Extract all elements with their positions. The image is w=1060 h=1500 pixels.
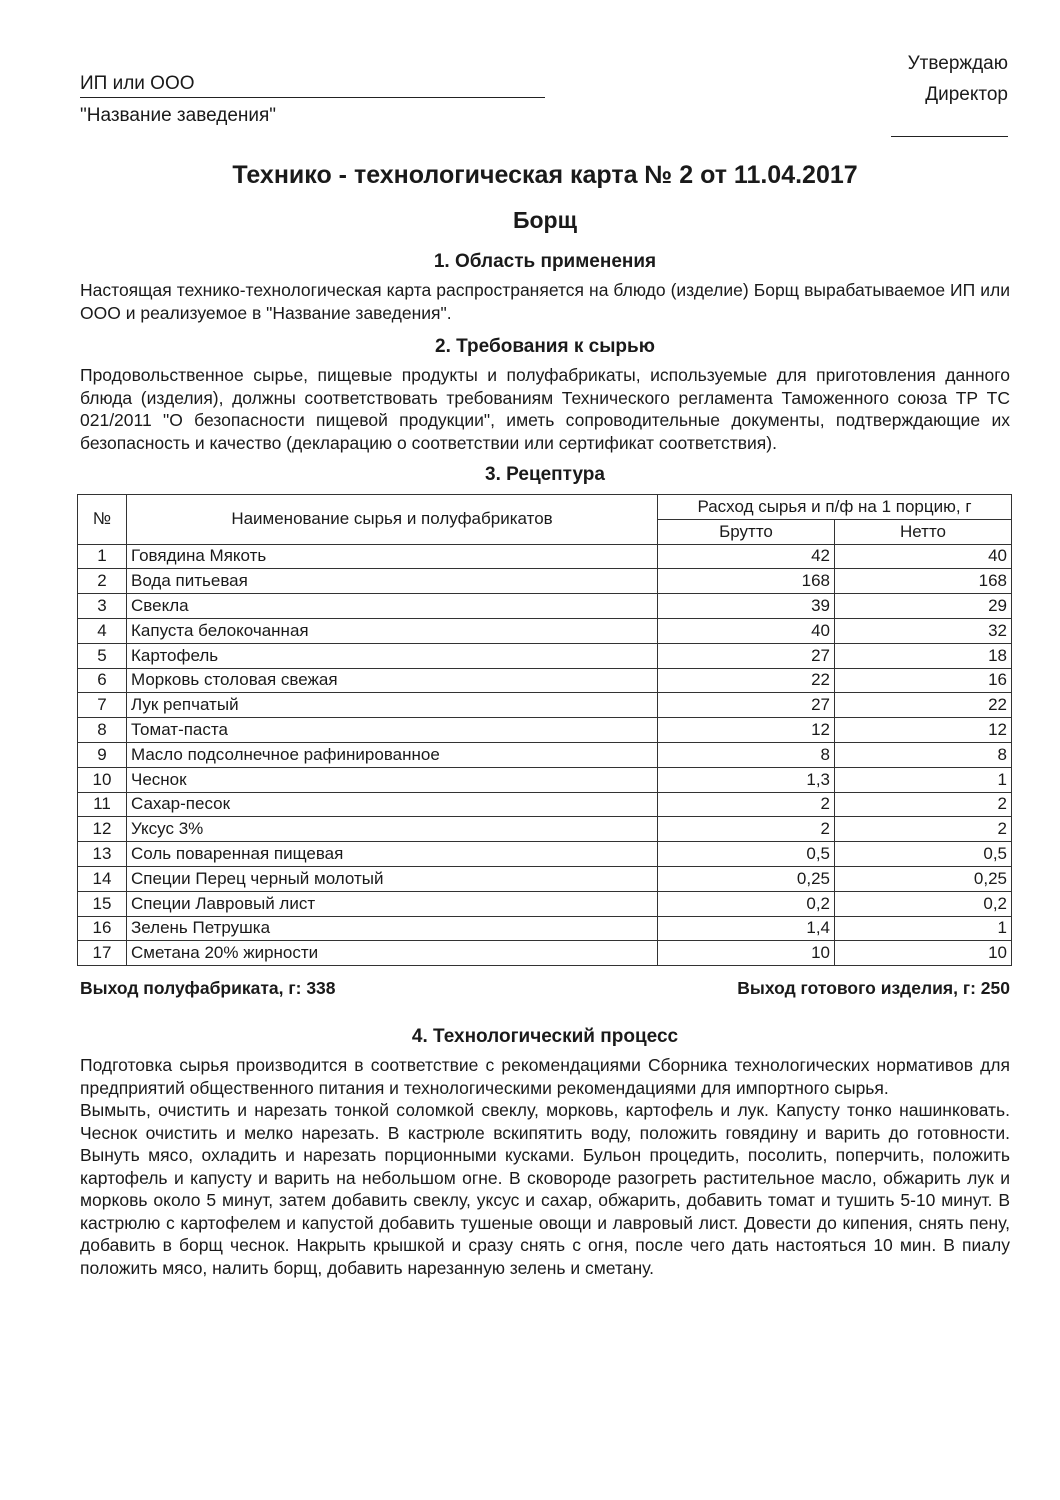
table-row	[78, 643, 1012, 668]
ingredient-name: Свекла	[127, 594, 658, 619]
row-number: 9	[78, 742, 127, 767]
row-number: 8	[78, 718, 127, 743]
table-row	[78, 618, 1012, 643]
gross-weight: 2	[658, 817, 835, 842]
row-number: 13	[78, 842, 127, 867]
section-heading: 1. Область применения	[433, 251, 657, 272]
gross-weight: 12	[658, 718, 835, 743]
row-number: 4	[78, 618, 127, 643]
approve-label: Утверждаю	[907, 53, 1008, 74]
gross-weight: 1,3	[658, 767, 835, 792]
row-number: 12	[78, 817, 127, 842]
yield-finished: Выход готового изделия, г: 250	[737, 978, 1010, 999]
ingredient-name: Лук репчатый	[127, 693, 658, 718]
ingredient-name: Томат-паста	[127, 718, 658, 743]
gross-weight: 22	[658, 668, 835, 693]
column-header-consumption: Расход сырья и п/ф на 1 порцию, г	[658, 495, 1012, 520]
gross-weight: 42	[658, 544, 835, 569]
net-weight: 1	[835, 916, 1012, 941]
gross-weight: 0,5	[658, 842, 835, 867]
row-number: 17	[78, 941, 127, 966]
document-body	[80, 155, 1010, 1279]
column-header-number: №	[78, 495, 127, 545]
table-row	[78, 668, 1012, 693]
ingredient-name: Говядина Мякоть	[127, 544, 658, 569]
ingredient-name: Соль поваренная пищевая	[127, 842, 658, 867]
ingredient-name: Вода питьевая	[127, 569, 658, 594]
yields-row	[80, 976, 1010, 1000]
row-number: 3	[78, 594, 127, 619]
table-row	[78, 693, 1012, 718]
net-weight: 168	[835, 569, 1012, 594]
net-weight: 8	[835, 742, 1012, 767]
ingredient-name: Специи Перец черный молотый	[127, 866, 658, 891]
row-number: 11	[78, 792, 127, 817]
signature-line	[891, 122, 1008, 137]
gross-weight: 27	[658, 643, 835, 668]
ingredient-name: Чеснок	[127, 767, 658, 792]
document-title: Технико - технологическая карта № 2 от 11.04.2017	[232, 161, 858, 189]
recipe-table	[77, 494, 1012, 966]
ingredient-name: Специи Лавровый лист	[127, 891, 658, 916]
table-row	[78, 817, 1012, 842]
row-number: 6	[78, 668, 127, 693]
gross-weight: 40	[658, 618, 835, 643]
net-weight: 10	[835, 941, 1012, 966]
net-weight: 0,25	[835, 866, 1012, 891]
row-number: 2	[78, 569, 127, 594]
director-label: Директор	[925, 84, 1008, 105]
table-row	[78, 569, 1012, 594]
row-number: 15	[78, 891, 127, 916]
ingredient-name: Сахар-песок	[127, 792, 658, 817]
table-row	[78, 941, 1012, 966]
process-text-preparation: Подготовка сырья производится в соответствие с рекомендациями Сборника технологических нормативов для предприятий общественного питания и технологическими рекомендациями для импортного сырья.	[80, 1055, 1010, 1098]
gross-weight: 10	[658, 941, 835, 966]
column-header-net: Нетто	[835, 519, 1012, 544]
table-row	[78, 866, 1012, 891]
net-weight: 32	[835, 618, 1012, 643]
table-row	[78, 916, 1012, 941]
section-recipe	[80, 462, 1010, 1000]
row-number: 7	[78, 693, 127, 718]
gross-weight: 168	[658, 569, 835, 594]
row-number: 10	[78, 767, 127, 792]
gross-weight: 39	[658, 594, 835, 619]
ingredient-name: Морковь столовая свежая	[127, 668, 658, 693]
ingredient-name: Масло подсолнечное рафинированное	[127, 742, 658, 767]
row-number: 5	[78, 643, 127, 668]
approval-block	[808, 48, 1008, 137]
column-header-gross: Брутто	[658, 519, 835, 544]
gross-weight: 1,4	[658, 916, 835, 941]
net-weight: 2	[835, 817, 1012, 842]
gross-weight: 0,25	[658, 866, 835, 891]
net-weight: 18	[835, 643, 1012, 668]
section-scope	[80, 249, 1010, 324]
column-header-name: Наименование сырья и полуфабрикатов	[127, 495, 658, 545]
recipe-table-body	[78, 544, 1012, 966]
organization-name: ИП или ООО	[80, 70, 545, 98]
section-requirements	[80, 334, 1010, 454]
table-row	[78, 767, 1012, 792]
row-number: 16	[78, 916, 127, 941]
net-weight: 0,2	[835, 891, 1012, 916]
gross-weight: 2	[658, 792, 835, 817]
ingredient-name: Зелень Петрушка	[127, 916, 658, 941]
net-weight: 22	[835, 693, 1012, 718]
ingredient-name: Уксус 3%	[127, 817, 658, 842]
table-row	[78, 891, 1012, 916]
organization-block	[80, 70, 545, 128]
gross-weight: 8	[658, 742, 835, 767]
net-weight: 16	[835, 668, 1012, 693]
net-weight: 1	[835, 767, 1012, 792]
section-process	[80, 1024, 1010, 1279]
section-text: Настоящая технико-технологическая карта распространяется на блюдо (изделие) Борщ вырабатываемое ИП или ООО и реализуемое в "Название заведения".	[80, 280, 1010, 323]
table-row	[78, 842, 1012, 867]
section-heading: 4. Технологический процесс	[411, 1026, 679, 1048]
ingredient-name: Картофель	[127, 643, 658, 668]
net-weight: 0,5	[835, 842, 1012, 867]
gross-weight: 27	[658, 693, 835, 718]
net-weight: 40	[835, 544, 1012, 569]
row-number: 14	[78, 866, 127, 891]
ingredient-name: Сметана 20% жирности	[127, 941, 658, 966]
table-row	[78, 742, 1012, 767]
net-weight: 2	[835, 792, 1012, 817]
net-weight: 12	[835, 718, 1012, 743]
table-row	[78, 792, 1012, 817]
net-weight: 29	[835, 594, 1012, 619]
section-heading: 3. Рецептура	[485, 464, 605, 485]
table-row	[78, 544, 1012, 569]
yield-semi-finished: Выход полуфабриката, г: 338	[80, 978, 336, 999]
dish-name: Борщ	[512, 207, 578, 233]
process-text-cooking: Вымыть, очистить и нарезать тонкой соломкой свеклу, морковь, картофель и лук. Капусту тонко нашинковать. Чеснок очистить и мелко нарезать. В кастрюле вскипятить воду, положить говядину и варить до готовности. Вынуть мясо, охладить и нарезать порционными кусками. Бульон процедить, посолить, поперчить, положить картофель и капусту и варить на небольшом огне. В сковороде разогреть растительное масло, обжарить лук и морковь около 5 минут, затем добавить свеклу, уксус и сахар, обжарить, добавить томат и тушить 5-10 минут. В кастрюлю с картофелем и капустой добавить тушеные овощи и лавровый лист. Довести до кипения, снять пену, добавить в борщ чеснок. Накрыть крышкой и сразу снять с огня, после чего дать настояться 10 мин. В пиалу положить мясо, налить борщ, добавить нарезанную зелень и сметану.	[80, 1100, 1010, 1278]
table-row	[78, 718, 1012, 743]
section-text: Продовольственное сырье, пищевые продукты и полуфабрикаты, используемые для приготовления данного блюда (изделия), должны соответствовать требованиям Технического регламента Таможенного союза ТР ТС 021/2011 "О безопасности пищевой продукции", иметь сопроводительные документы, подтверждающие их безопасность и качество (декларацию о соответствии или сертификат соответствия).	[80, 365, 1010, 453]
table-row	[78, 594, 1012, 619]
ingredient-name: Капуста белокочанная	[127, 618, 658, 643]
gross-weight: 0,2	[658, 891, 835, 916]
establishment-name: "Название заведения"	[80, 105, 277, 126]
row-number: 1	[78, 544, 127, 569]
section-heading: 2. Требования к сырью	[435, 336, 655, 357]
